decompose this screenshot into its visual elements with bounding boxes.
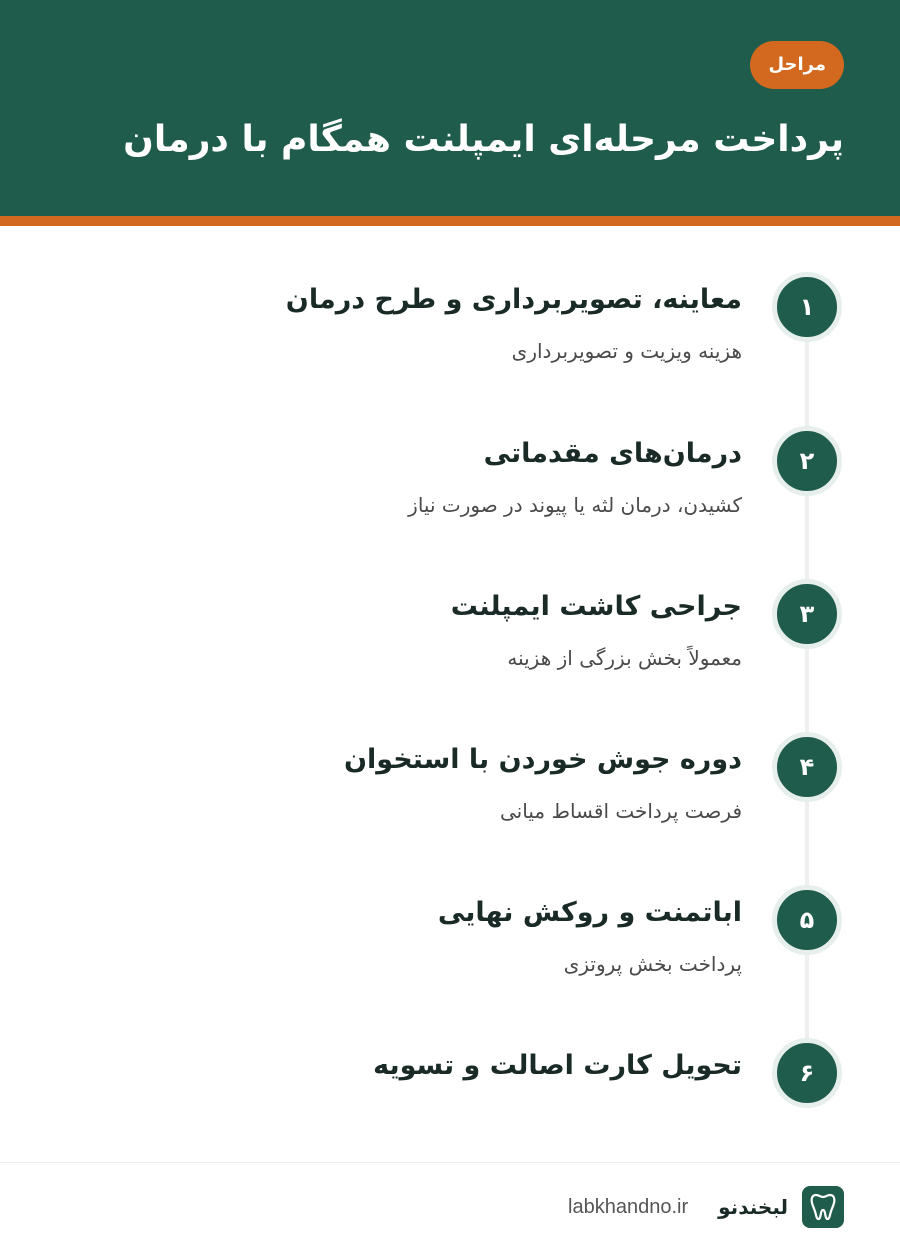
step-number-circle: ۱ (772, 272, 842, 342)
tooth-icon (802, 1186, 844, 1228)
step-item-5 (0, 885, 900, 1035)
page-title: پرداخت مرحله‌ای ایمپلنت همگام با درمان (123, 119, 844, 160)
step-number-circle: ۴ (772, 732, 842, 802)
header-accent-bar (0, 216, 900, 226)
step-title: تحویل کارت اصالت و تسویه (373, 1050, 742, 1081)
website-link[interactable]: labkhandno.ir (568, 1195, 689, 1218)
step-title: اباتمنت و روکش نهایی (437, 897, 742, 928)
step-subtitle: معمولاً بخش بزرگی از هزینه (507, 646, 742, 670)
step-number-circle: ۲ (772, 426, 842, 496)
step-subtitle: کشیدن، درمان لثه یا پیوند در صورت نیاز (408, 493, 742, 517)
section-badge: مراحل (750, 41, 844, 89)
step-item-6 (0, 1038, 900, 1188)
header-banner (0, 0, 900, 216)
footer-branding (568, 1185, 844, 1229)
step-item-3 (0, 579, 900, 729)
step-subtitle: پرداخت بخش پروتزی (563, 952, 742, 976)
step-title: دوره جوش خوردن با استخوان (344, 744, 742, 775)
step-item-2 (0, 426, 900, 576)
step-item-4 (0, 732, 900, 882)
step-title: معاینه، تصویربرداری و طرح درمان (285, 284, 742, 315)
footer-divider (0, 1162, 900, 1163)
step-number-circle: ۶ (772, 1038, 842, 1108)
step-title: جراحی کاشت ایمپلنت (450, 591, 742, 622)
brand-name: لبخندنو (718, 1195, 788, 1219)
step-subtitle: فرصت پرداخت اقساط میانی (500, 799, 742, 823)
step-title: درمان‌های مقدماتی (483, 438, 742, 469)
step-item-1 (0, 272, 900, 422)
step-subtitle: هزینه ویزیت و تصویربرداری (511, 339, 742, 363)
step-number-circle: ۳ (772, 579, 842, 649)
step-number-circle: ۵ (772, 885, 842, 955)
